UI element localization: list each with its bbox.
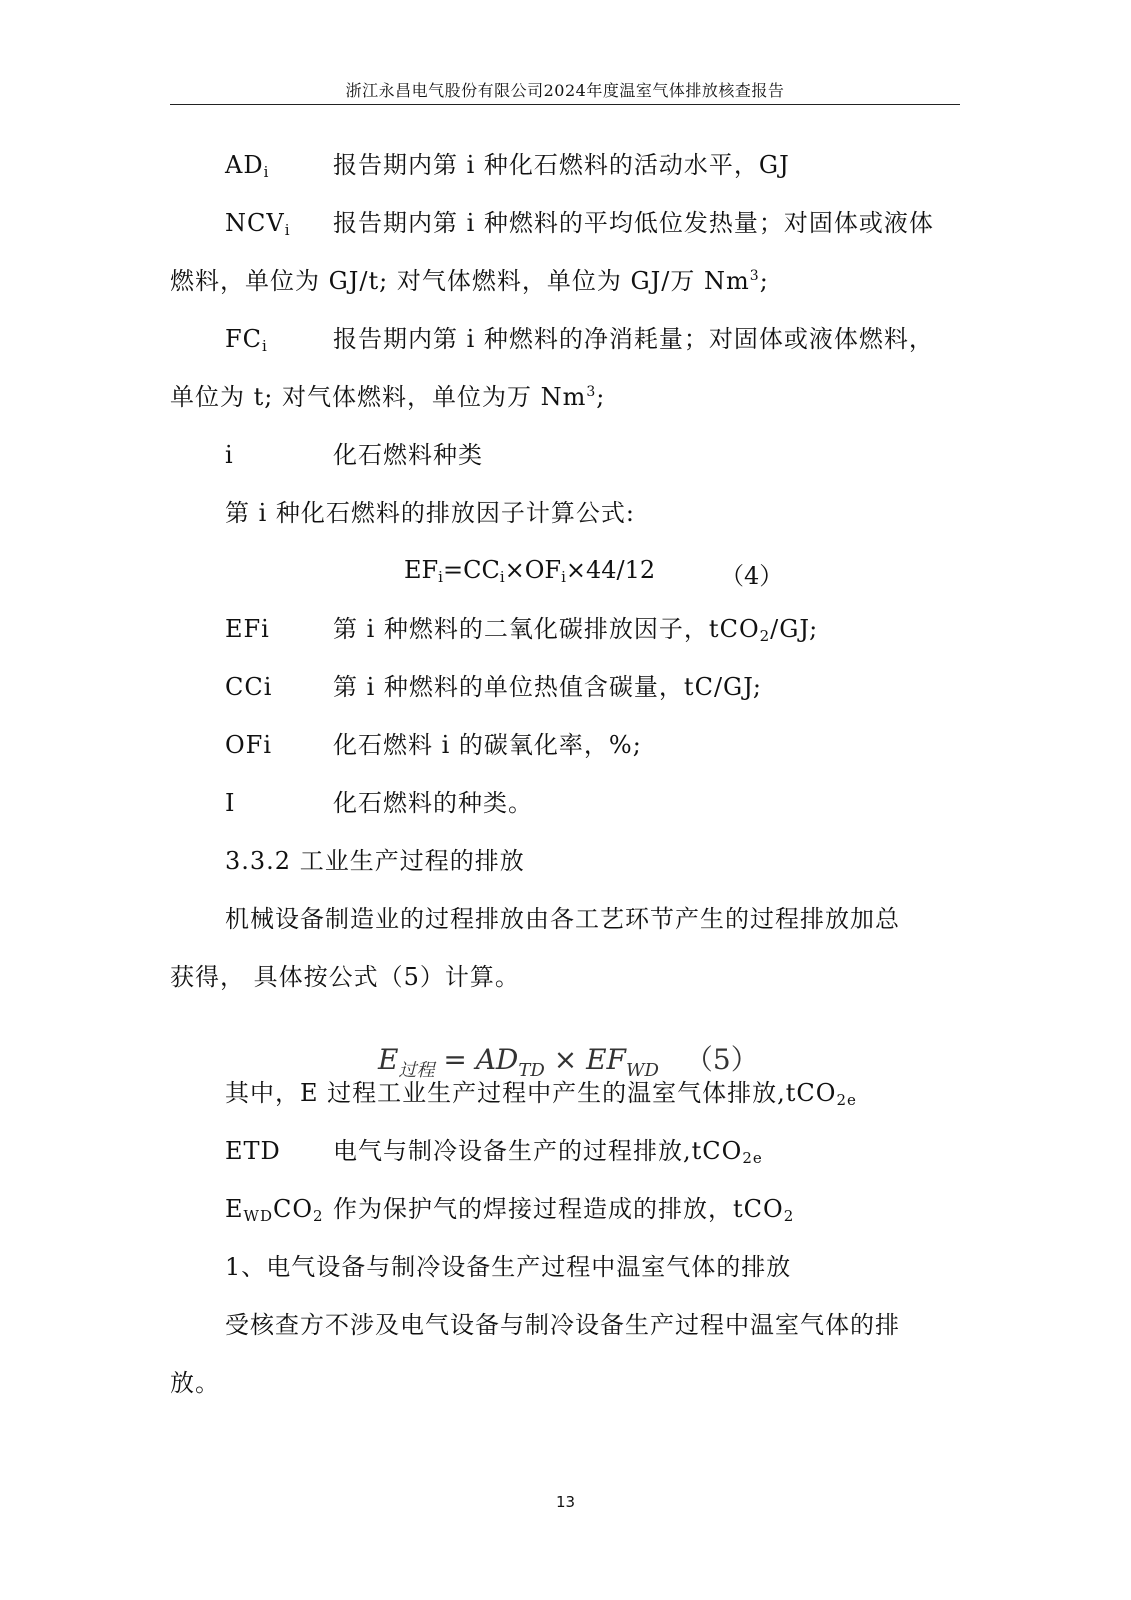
definition-e-process: 其中，E 过程工业生产过程中产生的温室气体排放,tCO$_{2e}$: [225, 1079, 857, 1109]
term-ad: $AD_i$: [225, 151, 270, 181]
paragraph-final-line-2: 放。: [170, 1369, 220, 1397]
formula-4-number: （4）: [720, 562, 784, 590]
desc-fc: 报告期内第 i 种燃料的净消耗量；对固体或液体燃料，: [333, 325, 934, 353]
definition-efi: [0, 614, 1131, 644]
term-ncv: $NCV_i$: [225, 209, 291, 239]
desc-ncv-continued: 燃料，单位为 GJ/t; 对气体燃料，单位为 GJ/万 Nm$^3$;: [170, 267, 769, 295]
desc-cci: 第 i 种燃料的单位热值含碳量，tC/GJ;: [333, 673, 762, 701]
page-number: 13: [555, 1493, 576, 1511]
definition-fc: [0, 324, 1131, 354]
definition-ewd: [0, 1194, 1131, 1224]
desc-ofi: 化石燃料 i 的碳氧化率，%;: [333, 731, 642, 759]
term-ofi: OFi: [225, 731, 273, 759]
paragraph-process-line-1: 机械设备制造业的过程排放由各工艺环节产生的过程排放加总: [225, 905, 900, 933]
definition-I: [0, 788, 1131, 818]
definition-i: [0, 440, 1131, 470]
formula-5: $E_{过程} = AD_{TD} \times EF_{WD}$ （5）: [378, 1043, 759, 1081]
definition-cci: [0, 672, 1131, 702]
definition-etd: [0, 1136, 1131, 1166]
desc-efi: 第 i 种燃料的二氧化碳排放因子，tCO$_2$/GJ;: [333, 615, 819, 645]
paragraph-final-line-1: 受核查方不涉及电气设备与制冷设备生产过程中温室气体的排: [225, 1311, 900, 1339]
desc-i: 化石燃料种类: [333, 441, 483, 469]
desc-I: 化石燃料的种类。: [333, 789, 533, 817]
formula-4: $EF_i=CC_i\times OF_i\times 44/12$: [404, 556, 656, 586]
section-heading-3-3-2: 3.3.2 工业生产过程的排放: [225, 847, 525, 875]
term-fc: $FC_i$: [225, 325, 268, 355]
term-I: I: [225, 789, 236, 817]
definition-ofi: [0, 730, 1131, 760]
desc-etd: 电气与制冷设备生产的过程排放,tCO$_{2e}$: [333, 1137, 763, 1167]
paragraph-process-line-2: 获得， 具体按公式（5）计算。: [170, 963, 520, 991]
desc-ewd: 作为保护气的焊接过程造成的排放，tCO$_2$: [333, 1195, 795, 1225]
formula-5-number: （5）: [684, 1043, 759, 1076]
term-efi: EFi: [225, 615, 270, 643]
header-divider: [170, 104, 960, 105]
definition-ncv: [0, 208, 1131, 238]
term-etd: ETD: [225, 1137, 281, 1165]
desc-ncv: 报告期内第 i 种燃料的平均低位发热量；对固体或液体: [333, 209, 934, 237]
subheading-1: 1、电气设备与制冷设备生产过程中温室气体的排放: [225, 1253, 792, 1281]
term-cci: CCi: [225, 673, 273, 701]
term-ewd: $E_{WD}CO_2$: [225, 1195, 324, 1225]
desc-ad: 报告期内第 i 种化石燃料的活动水平，GJ: [333, 151, 790, 179]
definition-ad: [0, 150, 1131, 180]
ef-formula-intro: 第 i 种化石燃料的排放因子计算公式:: [225, 499, 636, 527]
term-i: i: [225, 441, 234, 469]
desc-fc-continued: 单位为 t; 对气体燃料，单位为万 Nm$^3$;: [170, 383, 606, 411]
page-header-title: 浙江永昌电气股份有限公司2024年度温室气体排放核查报告: [345, 81, 785, 100]
